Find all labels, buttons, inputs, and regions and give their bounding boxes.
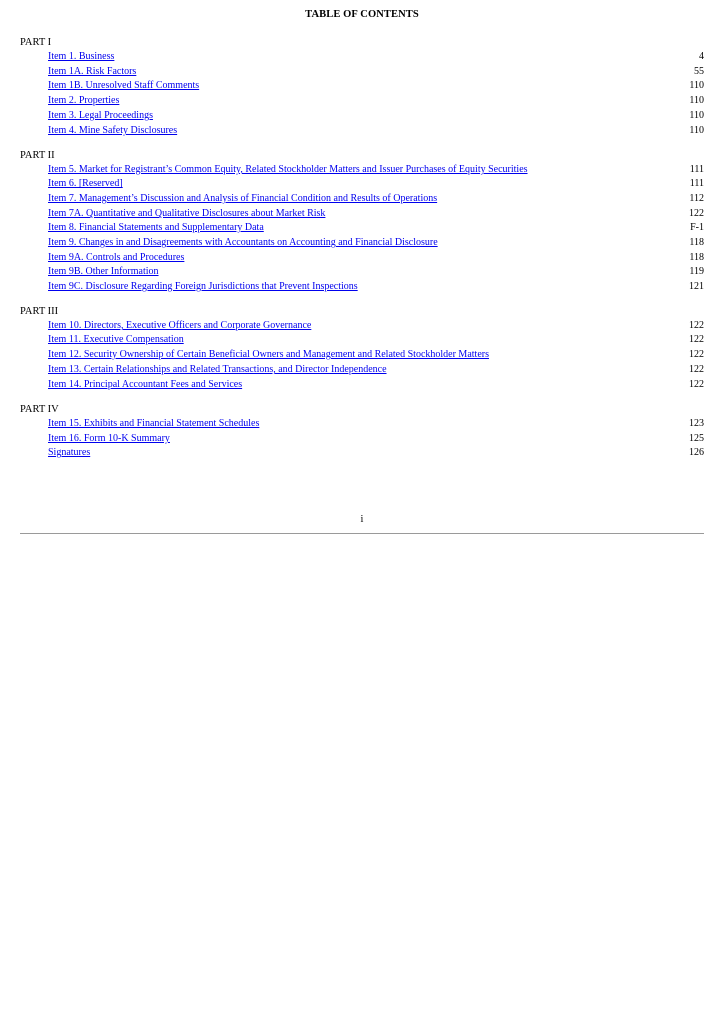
toc-page-number: 111 [689, 164, 704, 175]
toc-page-number: 123 [689, 418, 704, 429]
toc-row [48, 280, 704, 294]
toc-link-item-12[interactable]: Item 12. Security Ownership of Certain Beneficial Owners and Management and Related Stockholder Matters [48, 349, 489, 360]
toc-row [48, 221, 704, 235]
page-divider [20, 533, 704, 534]
toc-page-number: 122 [689, 349, 704, 360]
toc-link-item-9b[interactable]: Item 9B. Other Information [48, 266, 159, 277]
toc-row [48, 446, 704, 460]
toc-link-item-11[interactable]: Item 11. Executive Compensation [48, 334, 184, 345]
toc-row [48, 192, 704, 206]
toc-link-signatures[interactable]: Signatures [48, 447, 91, 458]
toc-row [48, 378, 704, 392]
toc-row [48, 348, 704, 362]
toc-page-number: 121 [689, 281, 704, 292]
toc-row [48, 319, 704, 333]
page-number: i [360, 514, 364, 525]
toc-page-number: 125 [689, 433, 704, 444]
toc-page-number: 119 [689, 266, 704, 277]
toc-page-number: 122 [689, 379, 704, 390]
toc-row [48, 79, 704, 93]
toc-link-item-6[interactable]: Item 6. [Reserved] [48, 178, 123, 189]
toc-row [48, 251, 704, 265]
toc-link-item-4[interactable]: Item 4. Mine Safety Disclosures [48, 125, 178, 136]
toc-link-item-14[interactable]: Item 14. Principal Accountant Fees and Services [48, 379, 243, 390]
toc-link-item-1[interactable]: Item 1. Business [48, 51, 115, 62]
toc-page-number: 110 [689, 80, 704, 91]
toc-link-item-9[interactable]: Item 9. Changes in and Disagreements with Accountants on Accounting and Financial Disclosure [48, 237, 438, 248]
toc-link-item-8[interactable]: Item 8. Financial Statements and Supplementary Data [48, 222, 264, 233]
toc-link-item-5[interactable]: Item 5. Market for Registrant’s Common Equity, Related Stockholder Matters and Issuer Purchases of Equity Securities [48, 164, 528, 175]
toc-row [48, 50, 704, 64]
toc-link-item-16[interactable]: Item 16. Form 10-K Summary [48, 433, 170, 444]
toc-row [48, 236, 704, 250]
toc-page-number: 122 [689, 208, 704, 219]
toc-link-item-9c[interactable]: Item 9C. Disclosure Regarding Foreign Jurisdictions that Prevent Inspections [48, 281, 358, 292]
toc-page-number: 122 [689, 364, 704, 375]
toc-link-item-7[interactable]: Item 7. Management’s Discussion and Analysis of Financial Condition and Results of Operations [48, 193, 438, 204]
toc-row [48, 417, 704, 431]
toc-link-item-9a[interactable]: Item 9A. Controls and Procedures [48, 252, 185, 263]
toc-link-item-3[interactable]: Item 3. Legal Proceedings [48, 110, 153, 121]
toc-row [48, 333, 704, 347]
toc-page-number: F-1 [690, 222, 704, 233]
toc-page-number: 110 [689, 110, 704, 121]
toc-row [48, 94, 704, 108]
toc-page-number: 110 [689, 95, 704, 106]
toc-page-number: 118 [689, 237, 704, 248]
toc-row [48, 177, 704, 191]
toc-row [48, 432, 704, 446]
toc-link-item-1b[interactable]: Item 1B. Unresolved Staff Comments [48, 80, 200, 91]
toc-page-number: 111 [689, 178, 704, 189]
toc-row [48, 65, 704, 79]
toc-page-number: 122 [689, 334, 704, 345]
part-heading-1: PART I [20, 37, 52, 48]
part-heading-2: PART II [20, 150, 55, 161]
part-heading-3: PART III [20, 306, 59, 317]
toc-link-item-2[interactable]: Item 2. Properties [48, 95, 120, 106]
part-heading-4: PART IV [20, 404, 59, 415]
toc-row [48, 265, 704, 279]
toc-link-item-1a[interactable]: Item 1A. Risk Factors [48, 66, 137, 77]
toc-page-number: 122 [689, 320, 704, 331]
toc-page-number: 55 [694, 66, 704, 77]
toc-link-item-15[interactable]: Item 15. Exhibits and Financial Statement Schedules [48, 418, 260, 429]
toc-page-number: 118 [689, 252, 704, 263]
toc-row [48, 163, 704, 177]
toc-link-item-13[interactable]: Item 13. Certain Relationships and Related Transactions, and Director Independence [48, 364, 387, 375]
toc-row [48, 109, 704, 123]
toc-row [48, 207, 704, 221]
toc-row [48, 124, 704, 138]
toc-link-item-7a[interactable]: Item 7A. Quantitative and Qualitative Disclosures about Market Risk [48, 208, 326, 219]
toc-title: TABLE OF CONTENTS [305, 9, 419, 20]
toc-page-number: 126 [689, 447, 704, 458]
toc-row [48, 363, 704, 377]
toc-page-number: 4 [699, 51, 704, 62]
toc-link-item-10[interactable]: Item 10. Directors, Executive Officers and Corporate Governance [48, 320, 312, 331]
toc-page-number: 112 [689, 193, 704, 204]
toc-page-number: 110 [689, 125, 704, 136]
